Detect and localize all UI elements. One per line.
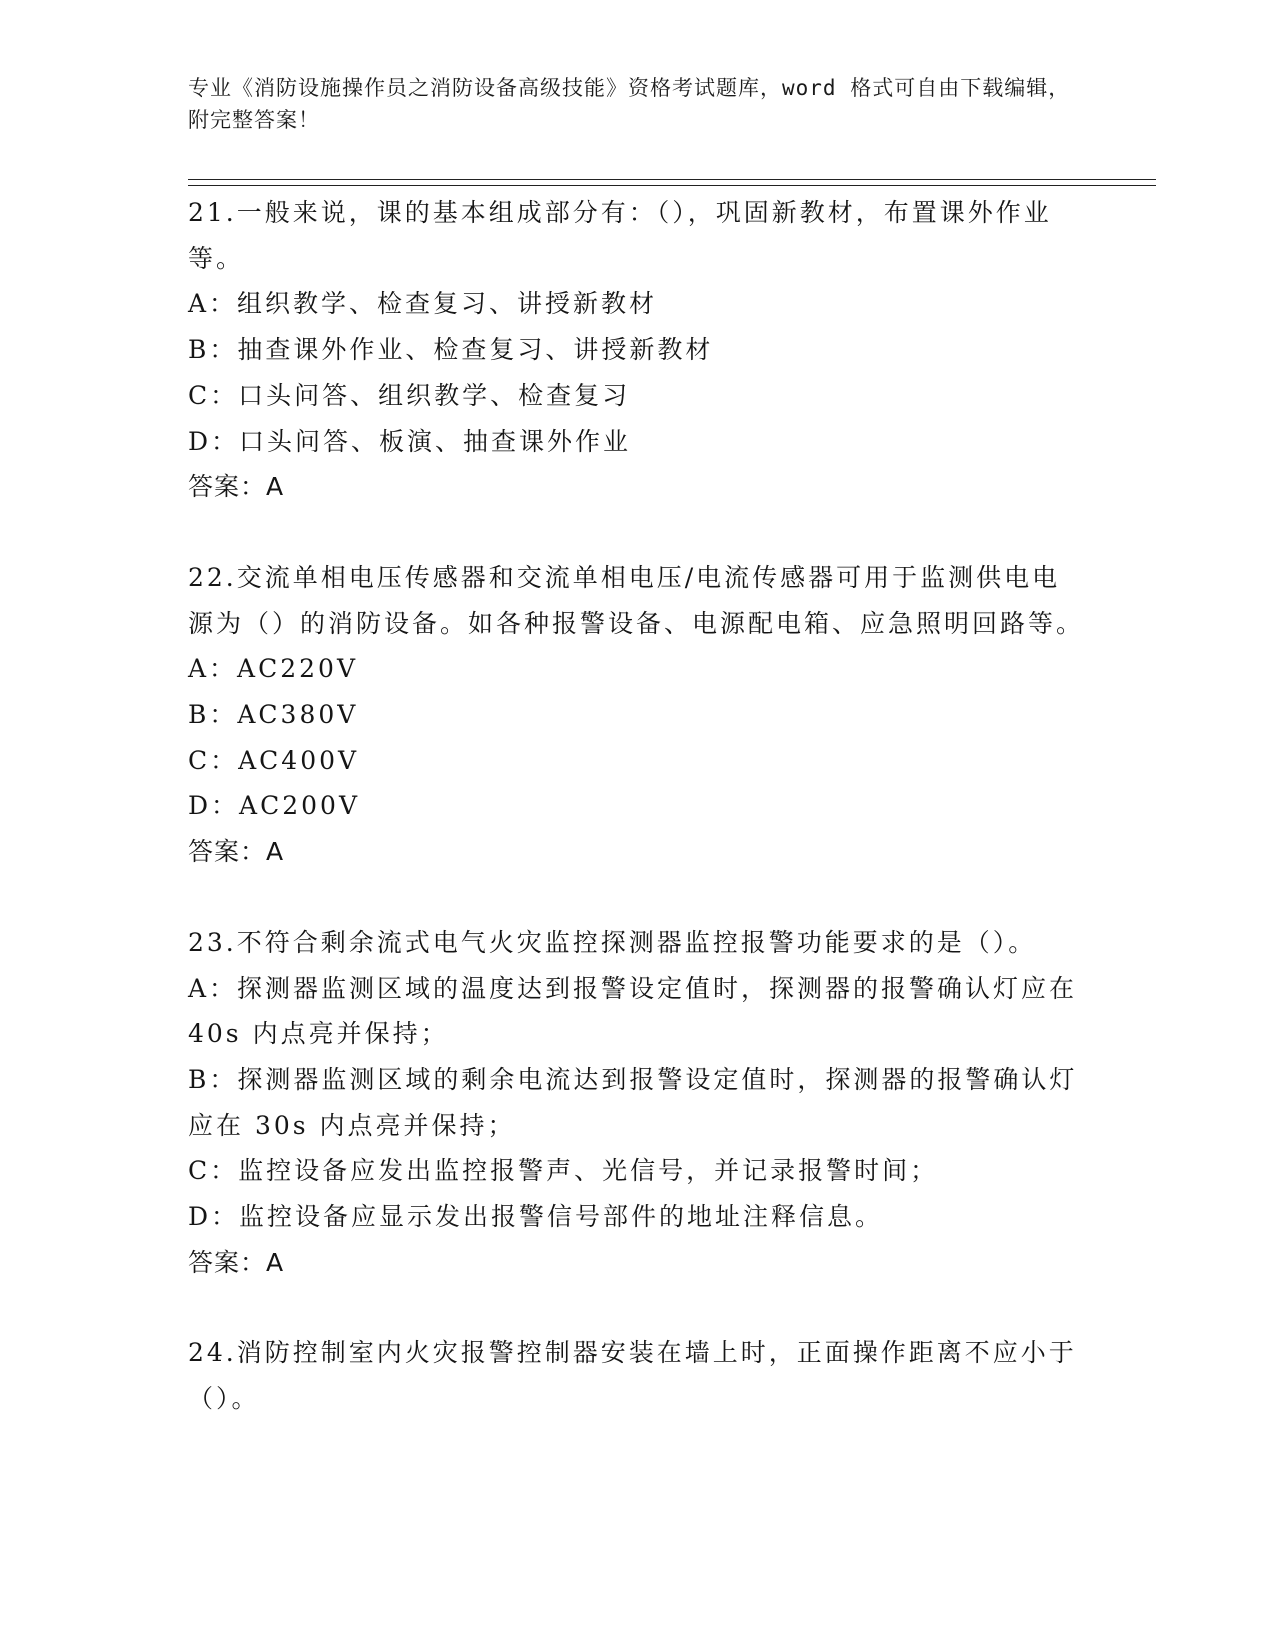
question-stem: 22.交流单相电压传感器和交流单相电压/电流传感器可用于监测供电电源为（）的消防设备。如各种报警设备、电源配电箱、应急照明回路等。 [188,562,1085,638]
option-d: D：口头问答、板演、抽查课外作业 [188,426,632,456]
question-list [188,190,1088,1467]
option-d: D：监控设备应显示发出报警信号部件的地址注释信息。 [188,1202,884,1232]
option-b: B：探测器监测区域的剩余电流达到报警设定值时，探测器的报警确认灯应在 30s 内点亮并保持； [188,1064,1078,1140]
question-stem: 24.消防控制室内火灾报警控制器安装在墙上时，正面操作距离不应小于（）。 [188,1338,1077,1414]
document-header: 专业《消防设施操作员之消防设备高级技能》资格考试题库，word 格式可自由下载编辑，附完整答案！ [188,76,1071,132]
header-divider-bottom [188,185,1156,186]
question-stem: 23.不符合剩余流式电气火灾监控探测器监控报警功能要求的是（）。 [188,927,1037,957]
option-a: A：组织教学、检查复习、讲授新教材 [188,289,658,319]
option-c: C：AC400V [188,745,360,775]
option-a: A：AC220V [188,654,359,684]
option-b: B：AC380V [188,700,359,730]
question-21 [188,190,1088,510]
question-stem: 21.一般来说，课的基本组成部分有：（），巩固新教材，布置课外作业等。 [188,198,1052,273]
option-c: C：口头问答、组织教学、检查复习 [188,380,631,410]
answer-line: 答案：A [188,472,285,502]
answer-line: 答案：A [188,837,285,867]
question-24 [188,1330,1088,1421]
question-22 [188,555,1088,875]
option-b: B：抽查课外作业、检查复习、讲授新教材 [188,335,714,365]
option-a: A：探测器监测区域的温度达到报警设定值时，探测器的报警确认灯应在 40s 内点亮并保持； [188,973,1078,1049]
question-23 [188,920,1088,1286]
option-c: C：监控设备应发出监控报警声、光信号，并记录报警时间； [188,1156,939,1186]
answer-line: 答案：A [188,1247,285,1277]
option-d: D：AC200V [188,791,360,821]
header-divider-top [188,179,1156,180]
